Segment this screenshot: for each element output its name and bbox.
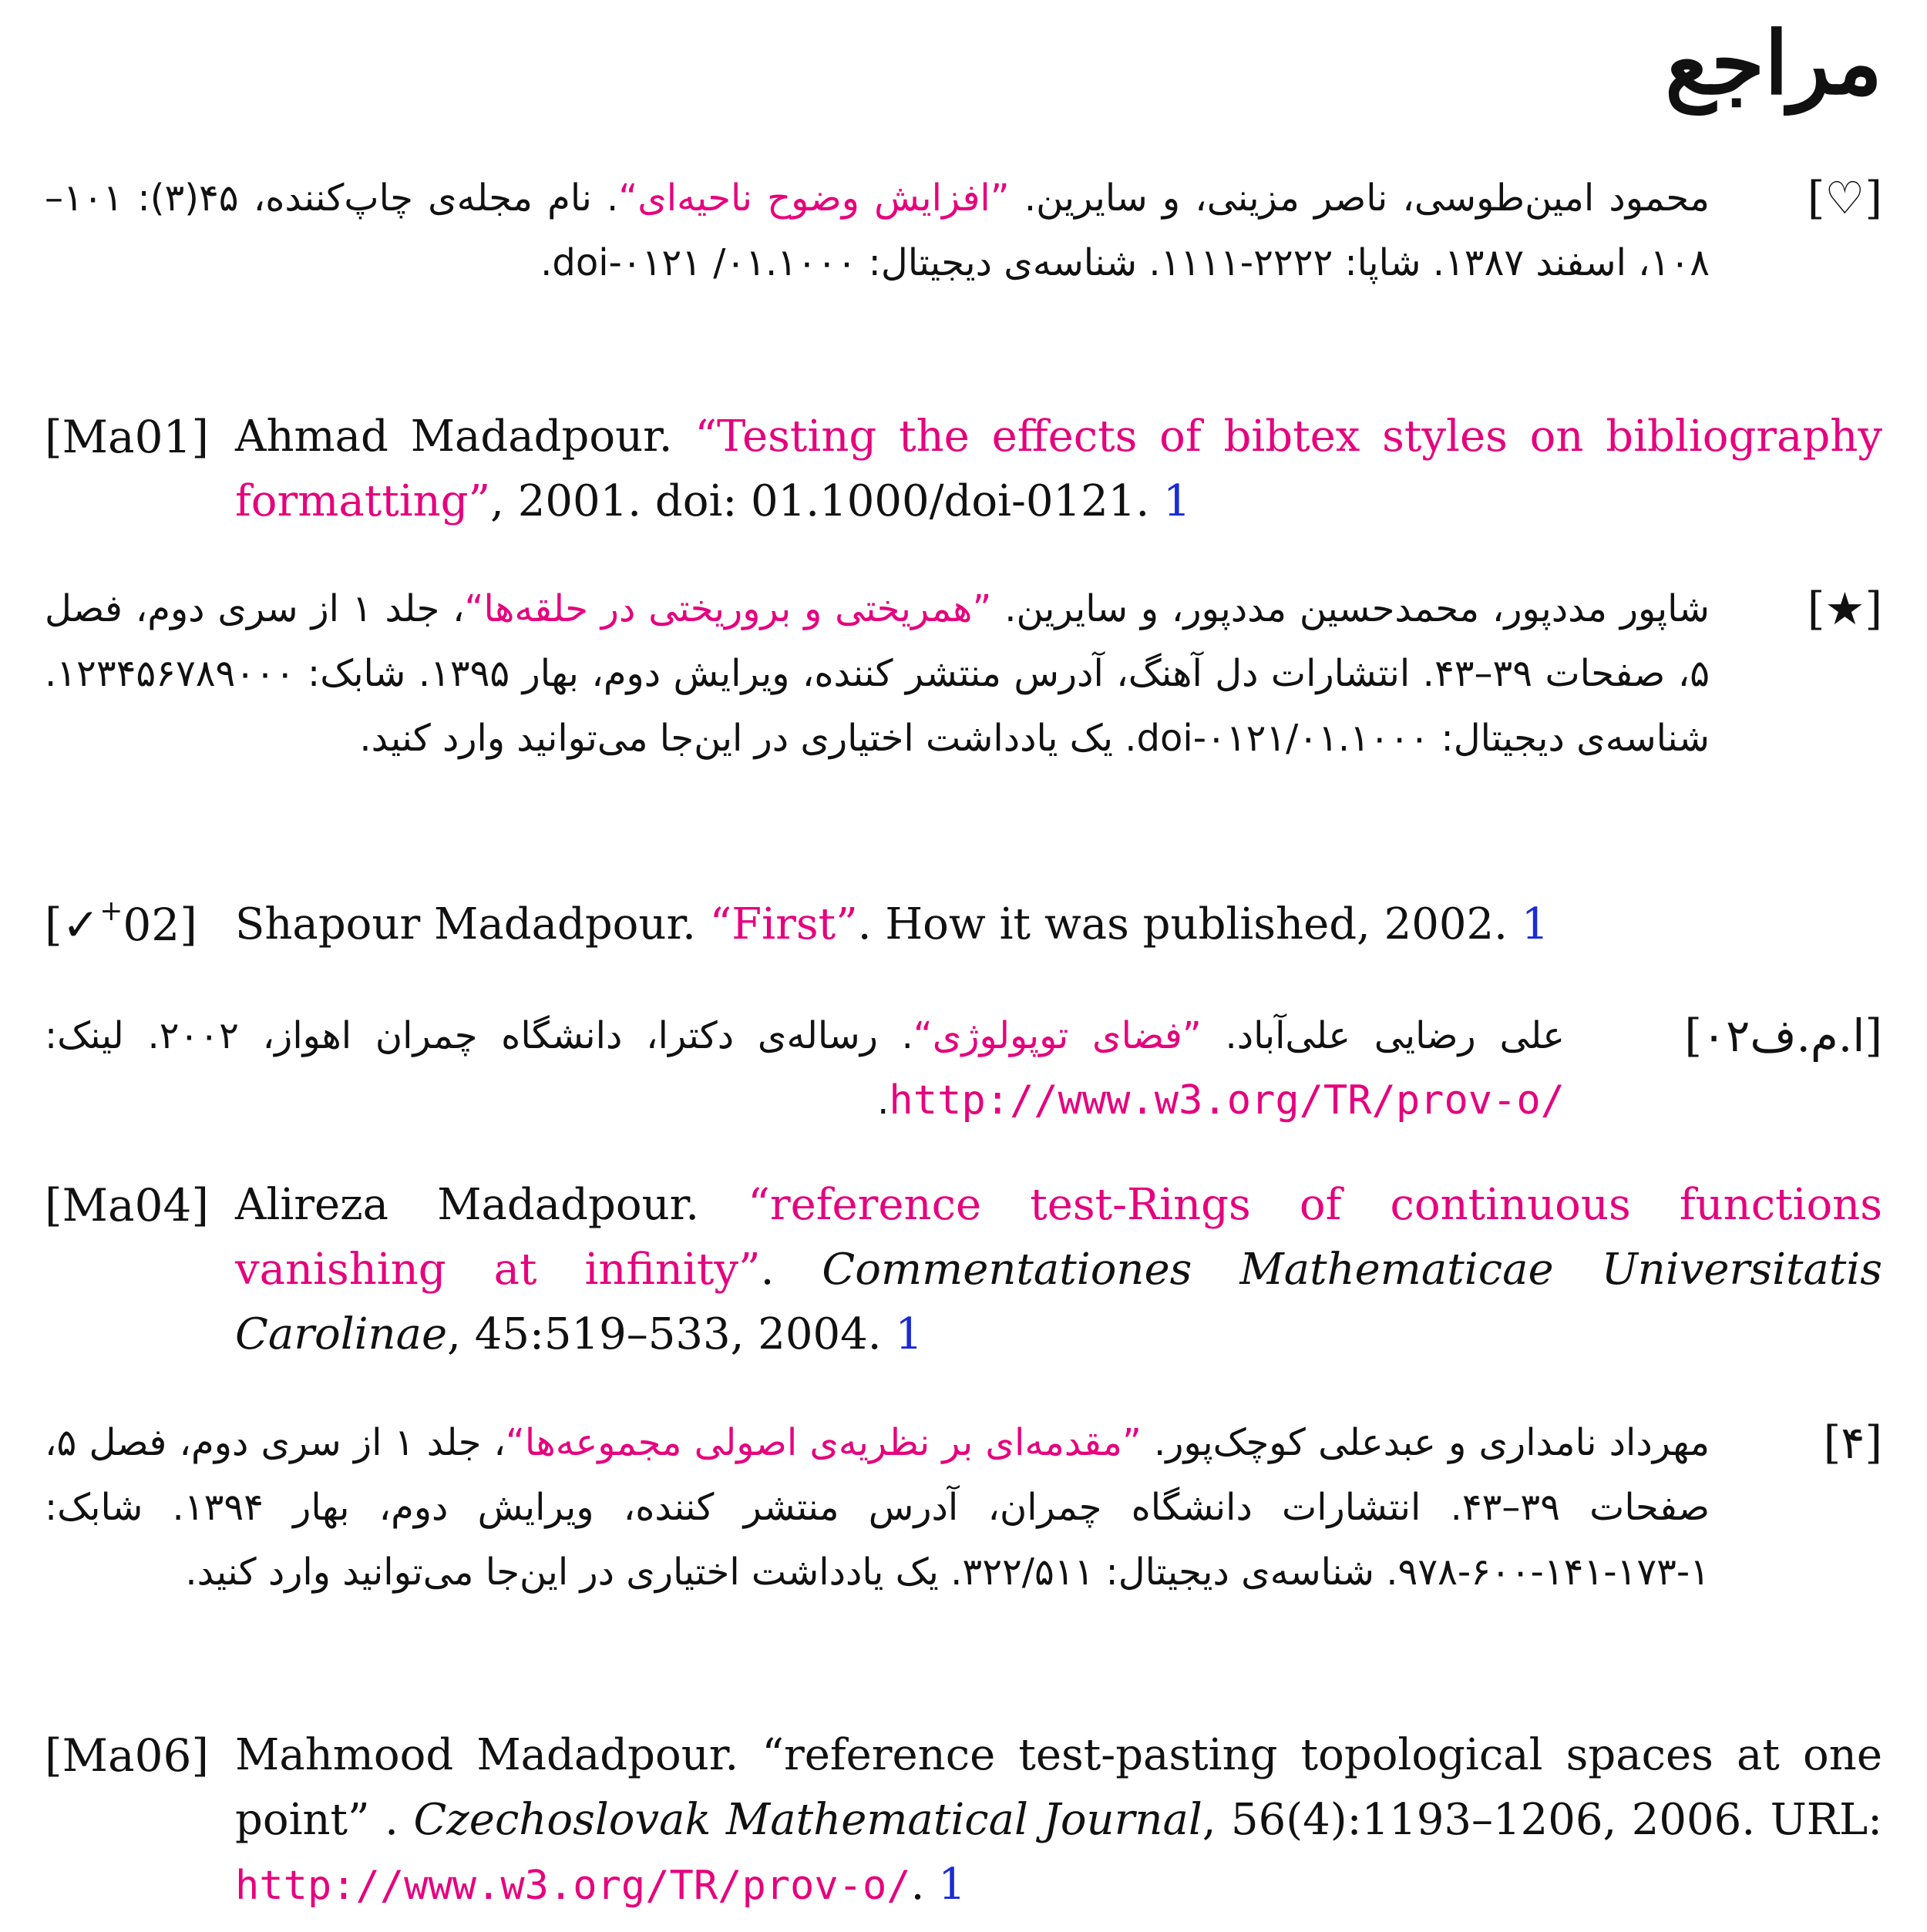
- reference-title: “reference test-pasting topological spaces at one point”: [235, 1730, 1882, 1845]
- reference-title: ”افزایش وضوح ناحیه‌ای“: [618, 176, 1010, 220]
- journal-name: Commentationes Mathematicae Universitatis Carolinae: [235, 1245, 1883, 1359]
- back-reference-link[interactable]: 1: [1521, 899, 1549, 949]
- reference-text: [235, 405, 1882, 534]
- reference-text: Mahmood Madadpour. “reference test-pasting topological spaces at one point” . Czechoslovak Mathematical Journal, 56(4):1193–1206, 2006. URL: http://www.w3.org/TR/prov-o/. 1: [235, 1730, 1883, 1910]
- reference-text: علی رضایی علی‌آباد. ”فضای توپولوژی“. رساله‌ی دکترا، دانشگاه چمران اهواز، ۲۰۰۲. لینک: http://www.w3.org/TR/prov-o/.: [45, 1014, 1565, 1124]
- reference-details: ، جلد ۱ از سری دوم، فصل ۵، صفحات ۳۹–۴۳. انتشارات دانشگاه چمران، آدرس منتشر کننده، ویرایش دوم، بهار ۱۳۹۴. شابک: ۱-۱۷۳-۱۴۱-۶۰۰-۹۷۸. شناسه‌ی دیجیتال: ۳۲۲/۵۱۱. یک یادداشت اختیاری در این‌جا می‌توانید وارد کنید.: [45, 1421, 1710, 1594]
- reference-details: . رساله‌ی دکترا، دانشگاه چمران اهواز، ۲۰۰۲. لینک:: [45, 1014, 913, 1057]
- reference-label: [ا.م.ف۰۲]: [1684, 1010, 1882, 1062]
- reference-title: “Testing the effects of bibtex styles on bibliography formatting”: [235, 412, 1882, 526]
- reference-label: [✓+02]: [45, 895, 197, 951]
- reference-title: “First”: [709, 899, 858, 949]
- reference-label: [Ma01]: [45, 411, 210, 463]
- page-title: مراجع: [1665, 13, 1882, 114]
- reference-details: , 56(4):1193–1206, 2006. URL:: [1202, 1795, 1883, 1845]
- reference-title: ”فضای توپولوژی“: [913, 1014, 1202, 1057]
- reference-title: ”همریختی و بروریختی در حلقه‌ها“: [464, 587, 992, 630]
- reference-details: , 45:519–533, 2004.: [447, 1309, 896, 1359]
- reference-details: . نام مجله‌ی چاپ‌کننده، ۴۵(۳): ۱۰۱–۱۰۸، اسفند ۱۳۸۷. شاپا: ۲۲۲۲-۱۱۱۱. شناسه‌ی دیجیتال: ۰۱.۱۰۰۰/ doi-۰۱۲۱.: [45, 176, 1710, 284]
- reference-authors: علی رضایی علی‌آباد.: [1201, 1014, 1565, 1057]
- back-reference-link[interactable]: 1: [938, 1860, 966, 1910]
- reference-label: [Ma04]: [45, 1179, 210, 1231]
- reference-url-link[interactable]: http://www.w3.org/TR/prov-o/: [235, 1863, 911, 1909]
- reference-authors: مهرداد نامداری و عبدعلی کوچک‌پور.: [1141, 1421, 1710, 1464]
- reference-title: “reference test-Rings of continuous functions vanishing at infinity”: [235, 1180, 1882, 1295]
- journal-name: Czechoslovak Mathematical Journal: [413, 1795, 1202, 1845]
- reference-label: [Ma06]: [45, 1729, 210, 1782]
- back-reference-link[interactable]: 1: [1162, 476, 1191, 526]
- reference-url-link[interactable]: http://www.w3.org/TR/prov-o/: [889, 1077, 1565, 1124]
- reference-authors: شاپور مددپور، محمدحسین مددپور، و سایرین.: [991, 587, 1710, 630]
- reference-label: [★]: [1807, 583, 1882, 635]
- reference-details: , 2001. doi: 01.1000/doi-0121.: [490, 476, 1163, 526]
- back-reference-link[interactable]: 1: [895, 1309, 923, 1359]
- reference-text: [45, 576, 1710, 771]
- reference-text: [235, 892, 1882, 957]
- reference-title: ”مقدمه‌ای بر نظریه‌ی اصولی مجموعه‌ها“: [506, 1421, 1142, 1464]
- reference-text: [45, 166, 1710, 295]
- reference-label: [♡]: [1807, 172, 1882, 224]
- reference-authors: Shapour Madadpour.: [235, 899, 710, 949]
- reference-authors: Mahmood Madadpour.: [235, 1730, 762, 1780]
- reference-authors: Alireza Madadpour.: [235, 1180, 748, 1230]
- reference-details: ، جلد ۱ از سری دوم، فصل ۵، صفحات ۳۹–۴۳. انتشارات دل آهنگ، آدرس منتشر کننده، ویرایش دوم، بهار ۱۳۹۵. شابک: ۱۲۳۴۵۶۷۸۹۰۰۰. شناسه‌ی دیجیتال: ۰۱.۱۰۰۰/doi-۰۱۲۱. یک یادداشت اختیاری در این‌جا می‌توانید وارد کنید.: [45, 587, 1710, 760]
- reference-details: . How it was published, 2002.: [857, 899, 1522, 949]
- reference-authors: Ahmad Madadpour.: [235, 412, 695, 462]
- reference-text: [45, 1410, 1710, 1604]
- reference-text: Alireza Madadpour. “reference test-Rings of continuous functions vanishing at infinity”. Commentationes Mathematicae Universitatis Carolinae, 45:519–533, 2004. 1: [235, 1180, 1883, 1359]
- reference-label: [۴]: [1823, 1416, 1882, 1469]
- reference-authors: محمود امین‌طوسی، ناصر مزینی، و سایرین.: [1009, 176, 1710, 220]
